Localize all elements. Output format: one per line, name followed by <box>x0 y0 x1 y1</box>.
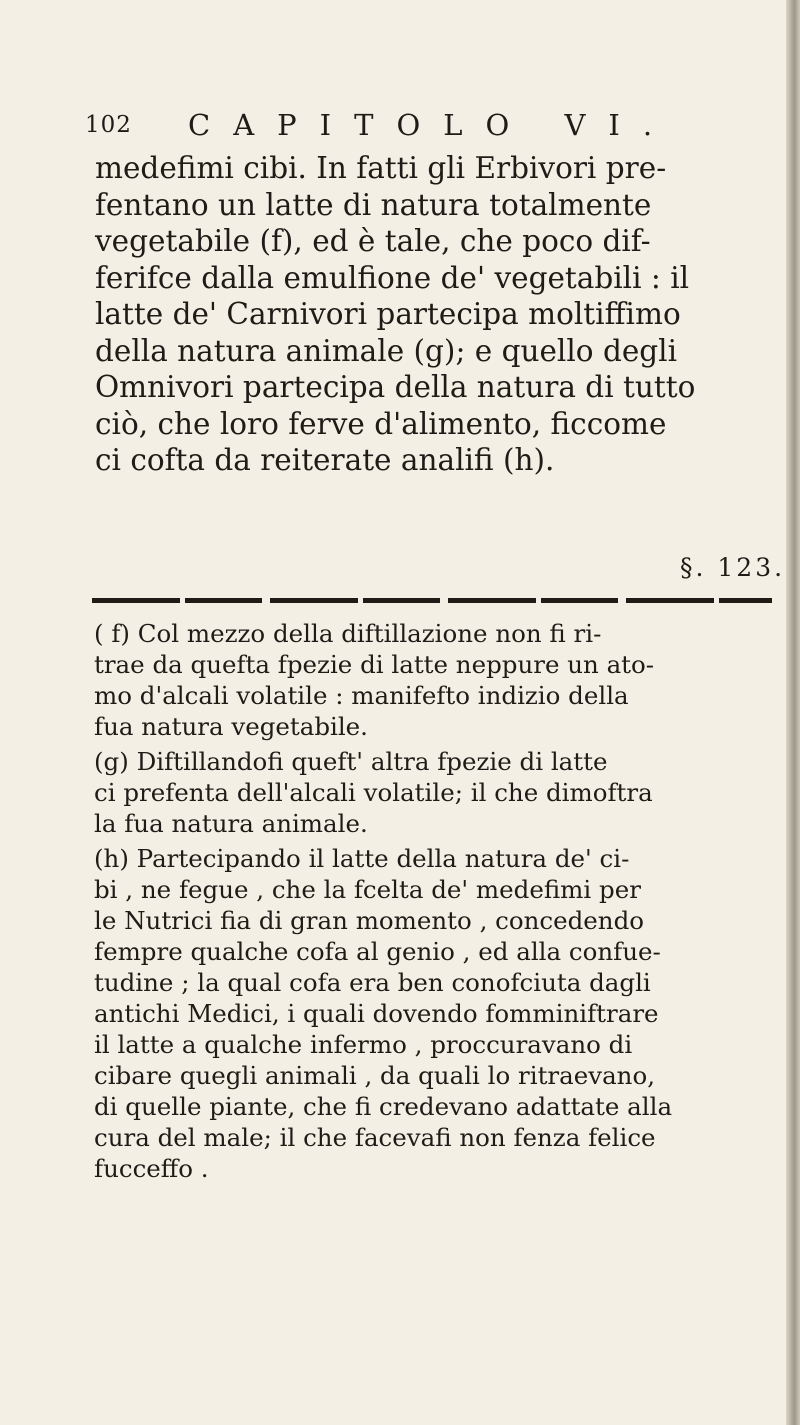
footnote-line: cura del male; il che facevafi non fenza felice <box>94 1123 656 1152</box>
footnote-line: mo d'alcali volatile : manifefto indizio della <box>94 681 629 710</box>
footnote-line: fucceffo . <box>94 1154 209 1183</box>
footnote-line: le Nutrici fia di gran momento , concedendo <box>94 906 645 935</box>
text-line: fentano un latte di natura totalmente <box>95 187 652 222</box>
main-text <box>95 150 750 479</box>
footnote-line: antichi Medici, i quali dovendo fomminiftrare <box>94 999 659 1028</box>
footnote-line: fempre qualche cofa al genio , ed alla confue- <box>94 937 661 966</box>
text-line: della natura animale (g); e quello degli <box>95 333 678 368</box>
text-line: latte de' Carnivori partecipa moltiffimo <box>95 297 681 331</box>
footnote-line: (g) Diftillandofi queft' altra fpezie di latte <box>94 747 608 776</box>
footnote-line: fua natura vegetabile. <box>94 712 368 741</box>
footnote-line: il latte a qualche infermo , proccuravano di <box>94 1030 633 1059</box>
footnote-line: trae da quefta fpezie di latte neppure un ato- <box>94 650 655 679</box>
footnote-divider <box>92 598 772 603</box>
text-line: ferifce dalla emulfione de' vegetabili : il <box>95 260 690 295</box>
footnote-line: di quelle piante, che fi credevano adattate alla <box>94 1092 673 1121</box>
running-header <box>85 108 765 148</box>
page-number: 102 <box>85 112 132 138</box>
text-line: medefimi cibi. In fatti gli Erbivori pre- <box>95 151 667 185</box>
footnote-line: bi , ne fegue , che la fcelta de' medefimi per <box>94 875 641 904</box>
footnotes <box>94 618 766 1184</box>
footnote-line: la fua natura animale. <box>94 809 368 838</box>
footnote-line: ( f) Col mezzo della diftillazione non fi ri- <box>94 619 602 648</box>
text-line: vegetabile (f), ed è tale, che poco dif- <box>95 224 651 258</box>
footnote-line: (h) Partecipando il latte della natura de' ci- <box>94 844 630 873</box>
footnote-line: cibare quegli animali , da quali lo ritraevano, <box>94 1061 655 1090</box>
footnote-line: tudine ; la qual cofa era ben conofciuta dagli <box>94 968 651 997</box>
text-line: Omnivori partecipa della natura di tutto <box>95 370 696 404</box>
text-line: ci cofta da reiterate analifi (h). <box>95 443 555 477</box>
text-line: ciò, che loro ferve d'alimento, ficcome <box>95 406 667 441</box>
page-edge <box>786 0 800 1425</box>
footnote-line: ci prefenta dell'alcali volatile; il che dimoftra <box>94 778 653 807</box>
chapter-title: CAPITOLO VI. <box>188 108 676 142</box>
section-marker: §. 123. <box>680 553 786 582</box>
